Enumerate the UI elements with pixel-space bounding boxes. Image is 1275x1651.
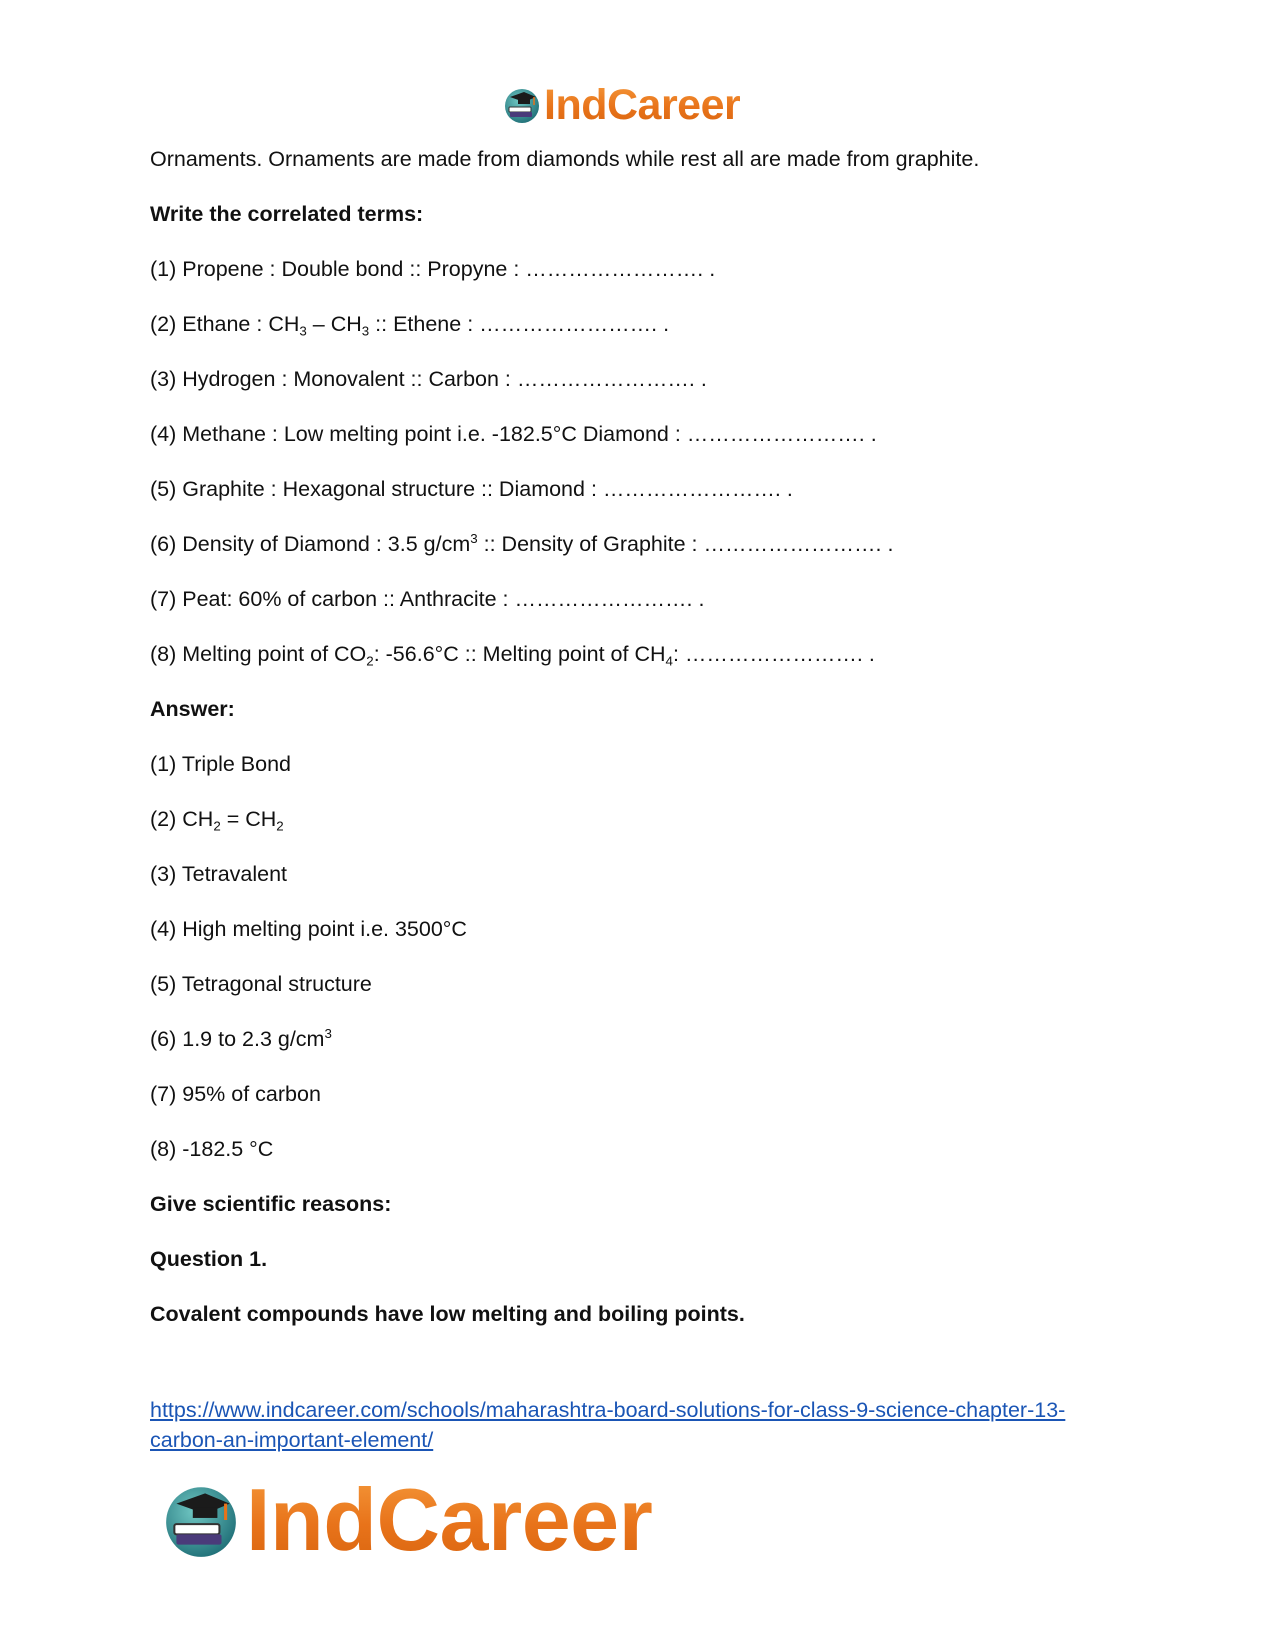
question-text: Covalent compounds have low melting and boiling points. <box>150 1302 745 1326</box>
brand-logo-text: IndCareer <box>544 81 741 129</box>
answer-heading: Answer: <box>150 697 235 721</box>
correlated-heading: Write the correlated terms: <box>150 202 424 226</box>
document-body <box>150 146 1150 1356</box>
correlated-q7: (7) Peat: 60% of carbon :: Anthracite : ……………………. . <box>150 587 705 611</box>
reasons-heading: Give scientific reasons: <box>150 1192 392 1216</box>
correlated-q4: (4) Methane : Low melting point i.e. -182.5°C Diamond : ……………………. . <box>150 422 877 446</box>
brand-logo-text: IndCareer <box>246 1470 653 1569</box>
correlated-q2: (2) Ethane : $CH_3 - CH_3$ :: Ethene : ……………………. . <box>150 312 670 339</box>
intro-text: Ornaments. Ornaments are made from diamonds while rest all are made from graphite. <box>150 147 980 171</box>
correlated-q6: (6) Density of Diamond : 3.5 $g/cm^3$ :: Density of Graphite : ……………………. . <box>150 531 894 556</box>
answer-3: (3) Tetravalent <box>150 862 288 886</box>
answer-6: (6) 1.9 to 2.3 $g/cm^3$ <box>150 1026 332 1051</box>
answer-1: (1) Triple Bond <box>150 752 292 776</box>
question-label: Question 1. <box>150 1247 268 1271</box>
correlated-q3: (3) Hydrogen : Monovalent :: Carbon : ……………………. . <box>150 367 707 391</box>
footer-logo <box>160 1470 652 1570</box>
correlated-q8: (8) Melting point of $CO_2$: -56.6°C :: Melting point of $CH_4$: ……………………. . <box>150 642 875 669</box>
header-logo <box>502 80 740 130</box>
answer-8: (8) -182.5 °C <box>150 1137 274 1161</box>
source-link[interactable]: https://www.indcareer.com/schools/maharashtra-board-solutions-for-class-9-science-chapter-13- carbon-an-important-element/ <box>150 1398 1066 1452</box>
answer-7: (7) 95% of carbon <box>150 1082 321 1106</box>
answer-2: (2) $CH_2 = CH_2$ <box>150 807 284 834</box>
graduation-book-globe-icon <box>502 85 542 125</box>
answer-5: (5) Tetragonal structure <box>150 972 372 996</box>
graduation-book-globe-icon <box>160 1479 242 1561</box>
source-link-block <box>150 1395 1150 1455</box>
correlated-q5: (5) Graphite : Hexagonal structure :: Diamond : ……………………. . <box>150 477 793 501</box>
answer-4: (4) High melting point i.e. 3500°C <box>150 917 467 941</box>
correlated-q1: (1) Propene : Double bond :: Propyne : ……………………. . <box>150 257 716 281</box>
